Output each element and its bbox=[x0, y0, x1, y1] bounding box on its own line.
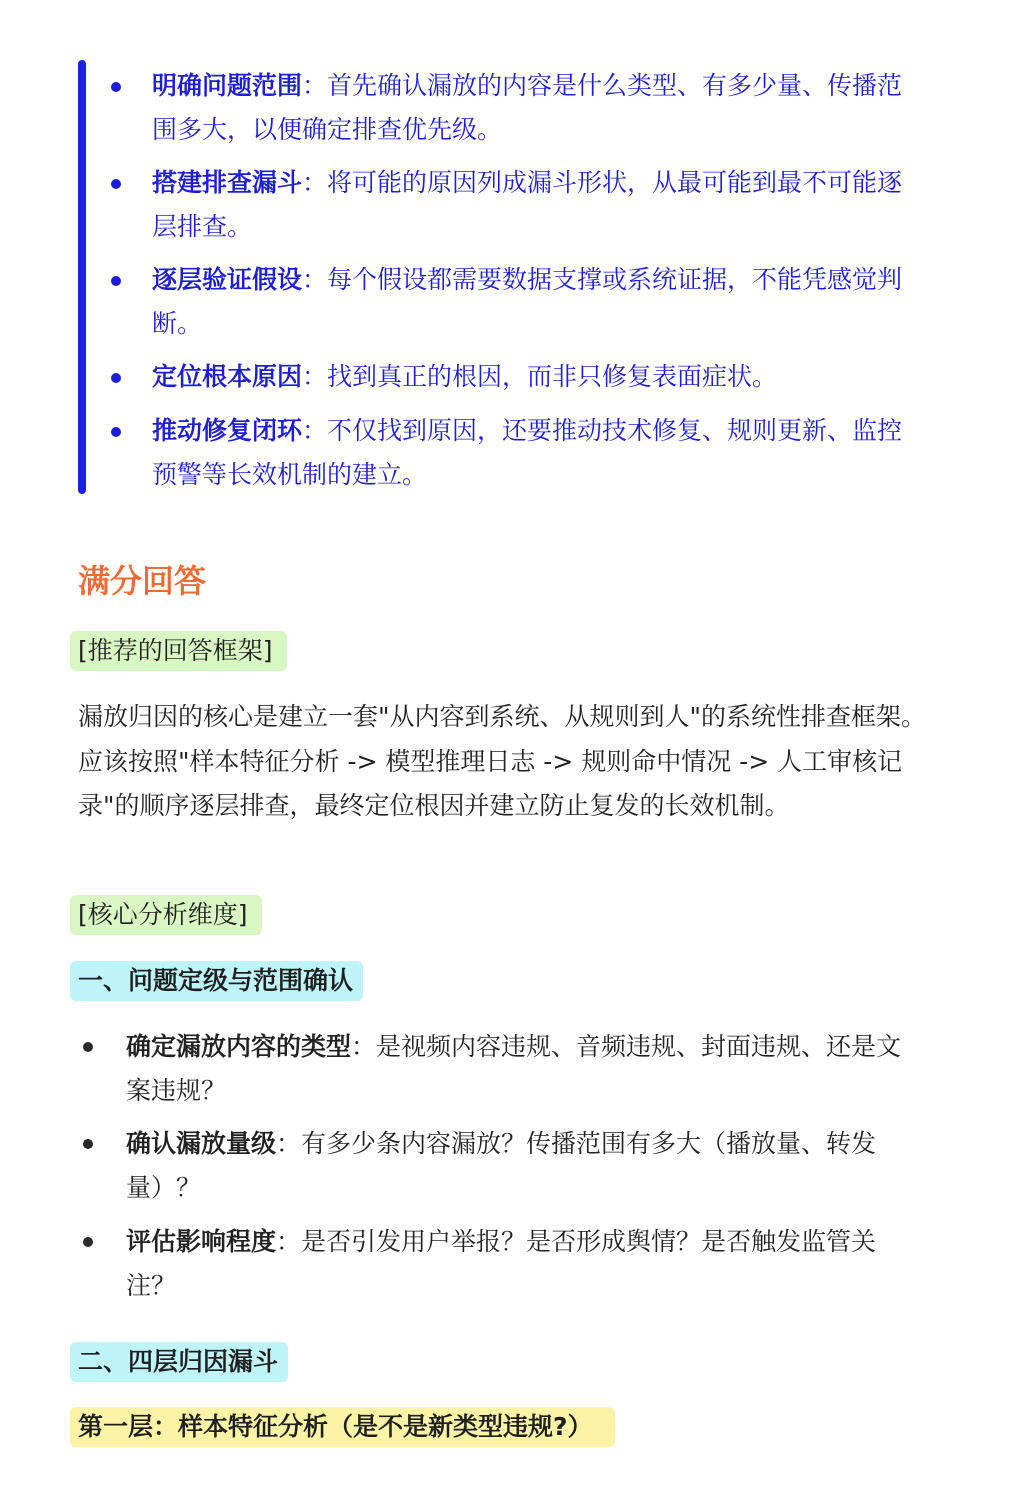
list-item: 推动修复闭环：不仅找到原因，还要推动技术修复、规则更新、监控预警等长效机制的建立。 bbox=[152, 416, 903, 489]
bullet-dot bbox=[83, 1237, 93, 1247]
list-item-text: 找到真正的根因，而非只修复表面症状。 bbox=[327, 362, 778, 391]
framework-tag: [推荐的回答框架] bbox=[70, 631, 287, 671]
list-item: 确认漏放量级：有多少条内容漏放？传播范围有多大（播放量、转发量）？ bbox=[126, 1129, 877, 1202]
bullet-dot bbox=[111, 373, 121, 383]
bullet-dot bbox=[111, 276, 121, 286]
list-item-text: 每个假设都需要数据支撑或系统证据，不能凭感觉判断。 bbox=[152, 265, 903, 338]
heading-funnel: 二、四层归因漏斗 bbox=[70, 1342, 288, 1382]
list-item: 明确问题范围：首先确认漏放的内容是什么类型、有多少量、传播范围多大，以便确定排查优先级。 bbox=[152, 71, 903, 144]
list-item-title: 逐层验证假设 bbox=[152, 265, 303, 294]
bullet-dot bbox=[111, 82, 121, 92]
bullet-dot bbox=[111, 427, 121, 437]
list-item: 确定漏放内容的类型：是视频内容违规、音频违规、封面违规、还是文案违规？ bbox=[126, 1032, 902, 1105]
list-item-text: 将可能的原因列成漏斗形状，从最可能到最不可能逐层排查。 bbox=[152, 168, 903, 241]
list-item-title: 搭建排查漏斗 bbox=[152, 168, 303, 197]
list-item-title: 确定漏放内容的类型 bbox=[126, 1032, 352, 1061]
list-item: 搭建排查漏斗：将可能的原因列成漏斗形状，从最可能到最不可能逐层排查。 bbox=[152, 168, 903, 241]
list-item-title: 确认漏放量级 bbox=[126, 1129, 277, 1158]
list-item: 逐层验证假设：每个假设都需要数据支撑或系统证据，不能凭感觉判断。 bbox=[152, 265, 903, 338]
list-item: 定位根本原因：找到真正的根因，而非只修复表面症状。 bbox=[152, 362, 778, 391]
intro-paragraph: 漏放归因的核心是建立一套"从内容到系统、从规则到人"的系统性排查框架。应该按照"样本特征分析 -> 模型推理日志 -> 规则命中情况 -> 人工审核记录"的顺序逐层排查，最终定位根因并建立防止复发的长效机制。 bbox=[78, 702, 927, 820]
bullet-dot bbox=[83, 1139, 93, 1149]
bullet-dot bbox=[83, 1042, 93, 1052]
bullet-dot bbox=[111, 179, 121, 189]
list-item: 评估影响程度：是否引发用户举报？是否形成舆情？是否触发监管关注？ bbox=[126, 1227, 877, 1300]
list-item-title: 评估影响程度 bbox=[126, 1227, 277, 1256]
key-steps-blockquote bbox=[78, 60, 928, 494]
list-item-text: 是视频内容违规、音频违规、封面违规、还是文案违规？ bbox=[126, 1032, 902, 1105]
list-item-text: 首先确认漏放的内容是什么类型、有多少量、传播范围多大，以便确定排查优先级。 bbox=[152, 71, 903, 144]
blockquote-bar bbox=[78, 60, 86, 494]
list-item-title: 明确问题范围 bbox=[152, 71, 303, 100]
list-item-text: 不仅找到原因，还要推动技术修复、规则更新、监控预警等长效机制的建立。 bbox=[152, 416, 903, 489]
list-item-title: 推动修复闭环 bbox=[152, 416, 303, 445]
list-item-text: 是否引发用户举报？是否形成舆情？是否触发监管关注？ bbox=[126, 1227, 877, 1300]
list-item-title: 定位根本原因 bbox=[152, 362, 303, 391]
heading-scope: 一、问题定级与范围确认 bbox=[70, 961, 363, 1001]
heading-layer-one: 第一层：样本特征分析（是不是新类型违规?） bbox=[70, 1407, 615, 1447]
section-title: 满分回答 bbox=[78, 562, 207, 600]
list-item-text: 有多少条内容漏放？传播范围有多大（播放量、转发量）？ bbox=[126, 1129, 877, 1202]
dimensions-tag: [核心分析维度] bbox=[70, 895, 262, 935]
